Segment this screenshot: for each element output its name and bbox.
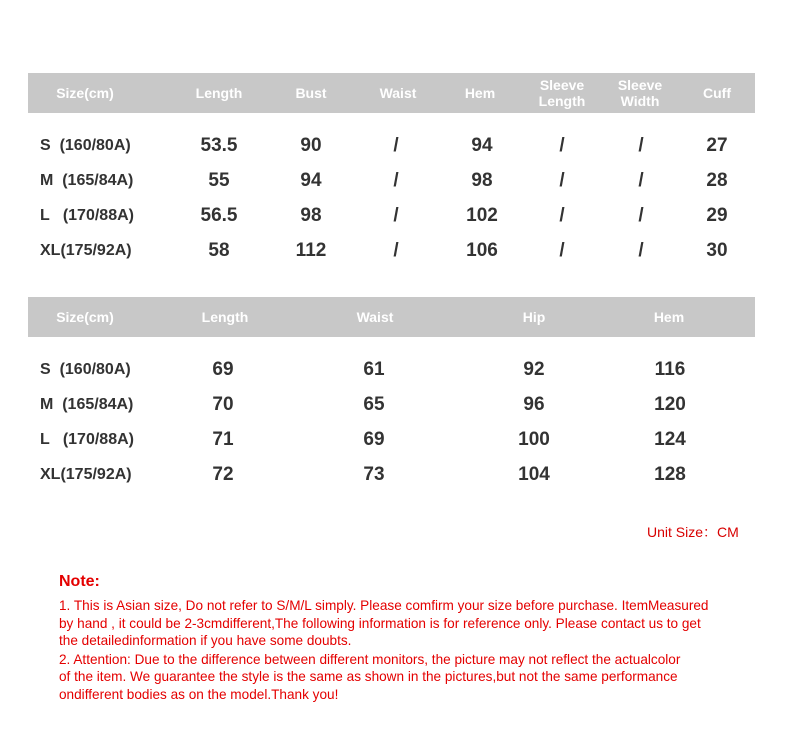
size-label: M (165/84A) [40,396,134,413]
header-hip: Hip [522,309,546,325]
table-header [28,297,755,337]
cell-length: 70 [212,394,234,415]
cell-hip: 92 [523,359,545,380]
cell-hem: 102 [466,205,498,226]
cell-length: 56.5 [200,205,238,226]
cell-sleeve-width: / [638,240,644,261]
size-label: M (165/84A) [40,172,134,189]
size-label: S (160/80A) [40,137,131,154]
top-size-table [28,73,755,273]
cell-hem: 116 [654,359,686,380]
cell-waist: 69 [363,429,385,450]
table-row [28,355,755,385]
header-bust: Bust [295,85,327,101]
note-line: ondifferent bodies as on the model.Thank you! [59,687,339,702]
header-hem: Hem [464,85,496,101]
header-sleeve-length: Sleeve Length [538,77,586,109]
header-length: Length [195,85,243,101]
table-row [28,236,755,266]
table-row [28,201,755,231]
header-cuff: Cuff [703,85,731,101]
note-title: Note: [59,573,100,590]
cell-hip: 96 [523,394,545,415]
cell-waist: 65 [363,394,385,415]
size-label: XL(175/92A) [40,242,132,259]
cell-waist: / [393,135,399,156]
header-waist: Waist [356,309,394,325]
header-sleeve-width: Sleeve Width [617,77,663,109]
cell-hem: 124 [654,429,686,450]
table-row [28,131,755,161]
cell-bust: 90 [300,135,322,156]
header-length: Length [201,309,249,325]
cell-sleeve-length: / [559,170,565,191]
cell-waist: 73 [363,464,385,485]
table-row [28,166,755,196]
cell-length: 69 [212,359,234,380]
header-hem: Hem [653,309,685,325]
header-size: Size(cm) [56,309,114,325]
cell-bust: 98 [300,205,322,226]
note-line: by hand , it could be 2-3cmdifferent,The following information is for reference only. Please contact us to get [59,616,701,631]
size-label: L (170/88A) [40,431,134,448]
cell-waist: / [393,170,399,191]
cell-sleeve-length: / [559,205,565,226]
cell-cuff: 27 [706,135,728,156]
cell-hem: 94 [471,135,493,156]
cell-cuff: 28 [706,170,728,191]
cell-length: 53.5 [200,135,238,156]
cell-length: 58 [208,240,230,261]
cell-hip: 104 [518,464,550,485]
cell-cuff: 29 [706,205,728,226]
cell-sleeve-length: / [559,240,565,261]
bottom-size-table [28,297,755,497]
cell-cuff: 30 [706,240,728,261]
table-header [28,73,755,113]
cell-hip: 100 [518,429,550,450]
note-line: of the item. We guarantee the style is the same as shown in the pictures,but not the same performance [59,669,678,684]
cell-bust: 112 [295,240,327,261]
note-line: 1. This is Asian size, Do not refer to S/M/L simply. Please comfirm your size before purchase. ItemMeasured [59,598,709,613]
note-line: 2. Attention: Due to the difference between different monitors, the picture may not reflect the actualcolor [59,652,681,667]
header-size: Size(cm) [56,85,114,101]
table-row [28,460,755,490]
note-line: the detailedinformation if you have some doubts. [59,633,352,648]
cell-hem: 120 [654,394,686,415]
cell-bust: 94 [300,170,322,191]
cell-length: 71 [212,429,234,450]
cell-waist: / [393,240,399,261]
cell-hem: 106 [466,240,498,261]
cell-sleeve-width: / [638,170,644,191]
table-row [28,390,755,420]
cell-hem: 128 [654,464,686,485]
table-row [28,425,755,455]
cell-sleeve-width: / [638,205,644,226]
unit-size-label: Unit Size：CM [647,524,739,540]
cell-waist: 61 [363,359,385,380]
size-label: XL(175/92A) [40,466,132,483]
cell-length: 55 [208,170,230,191]
cell-length: 72 [212,464,234,485]
cell-sleeve-length: / [559,135,565,156]
cell-waist: / [393,205,399,226]
cell-hem: 98 [471,170,493,191]
size-label: L (170/88A) [40,207,134,224]
size-label: S (160/80A) [40,361,131,378]
cell-sleeve-width: / [638,135,644,156]
header-waist: Waist [379,85,417,101]
